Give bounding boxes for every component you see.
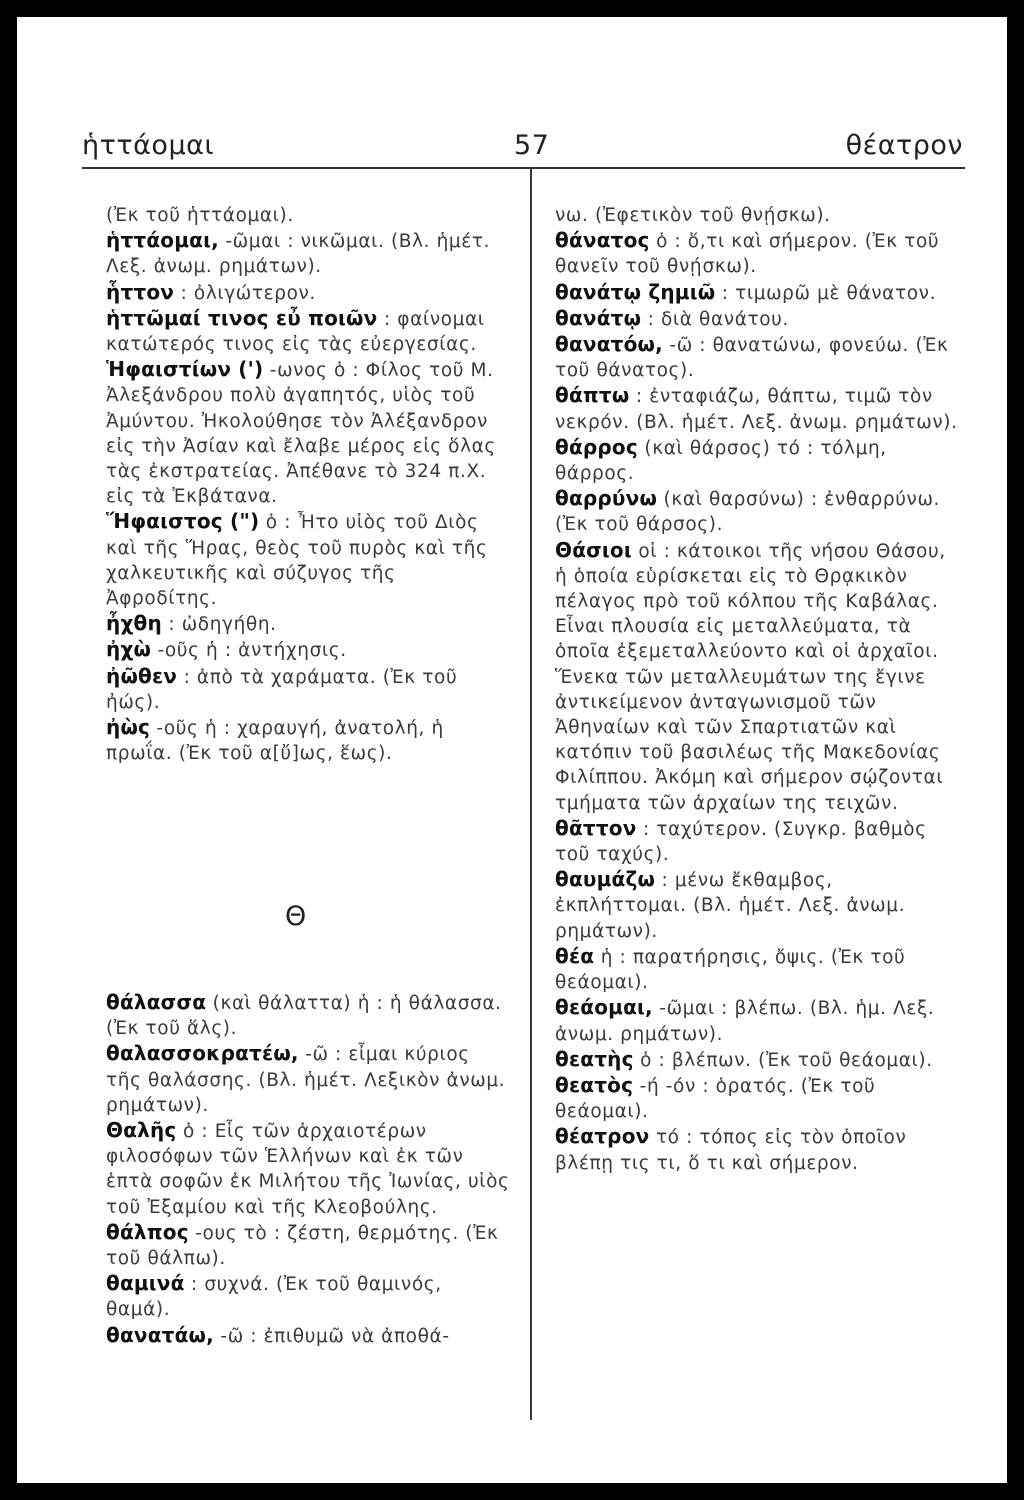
header-right-guideword: θέατρον <box>845 130 963 161</box>
section-letter-theta: Θ <box>285 901 307 932</box>
entry-definition: (καὶ θάλαττα) ἡ : ἡ θάλασσα. (Ἐκ τοῦ ἅλς). <box>106 993 502 1040</box>
entry-headword: ἡττῶμαί τινος εὖ ποιῶν <box>106 305 378 330</box>
dictionary-entry <box>555 228 963 279</box>
entry-definition: : ταχύτερον. (Συγκρ. βαθμὸς τοῦ ταχύς). <box>555 818 927 866</box>
dictionary-entry <box>555 944 963 995</box>
dictionary-entry <box>555 1124 963 1175</box>
dictionary-entry <box>106 990 510 1041</box>
dictionary-entry <box>106 715 510 766</box>
entry-definition: -ῶμαι : βλέπω. (Βλ. ἡμ. Λεξ. ἀνωμ. ρημάτων). <box>555 998 935 1045</box>
entry-definition: οἱ : κάτοικοι τῆς νήσου Θάσου, ἡ ὁποία εὑρίσκεται εἰς τὸ Θρᾳκικὸν πέλαγος πρὸ τοῦ κόλπου τῆς Καβάλας. Εἶναι πλουσία εἰς μεταλλεύματα, τὰ ὁποῖα ἐξεμεταλλεύοντο καὶ οἱ ἀρχαῖοι. Ἕνεκα τῶν μεταλλευμάτων της ἔγινε ἀντικείμενον ἀνταγωνισμοῦ τῶν Ἀθηναίων καὶ τῶν Σπαρτιατῶν καὶ κατόπιν τοῦ βασιλέως τῆς Μακεδονίας Φιλίππου. Ἀκόμη καὶ σήμερον σῴζονται τμήματα τῶν ἀρχαίων της τειχῶν. <box>555 540 946 814</box>
dictionary-page <box>17 17 1007 1483</box>
dictionary-entry <box>555 306 963 332</box>
dictionary-entry <box>555 538 963 816</box>
entry-headword: θεάομαι, <box>555 995 653 1020</box>
dictionary-entry <box>106 357 510 509</box>
entry-definition: ὁ : Ἦτο υἱὸς τοῦ Διὸς καὶ τῆς Ἥρας, θεὸς τοῦ πυρὸς καὶ τῆς χαλκευτικῆς καὶ σύζυγος τῆς Ἀφροδίτης. <box>106 512 488 610</box>
entry-headword: θάνατος <box>555 228 650 253</box>
entry-definition: ὁ : βλέπων. (Ἐκ τοῦ θεάομαι). <box>633 1049 933 1071</box>
entry-headword: Ἥφαιστος (") <box>106 509 260 534</box>
dictionary-entry <box>106 509 510 611</box>
entry-definition: -ῶ : ἐπιθυμῶ νὰ ἀποθά- <box>213 1325 450 1347</box>
dictionary-entry <box>106 1220 510 1271</box>
page-number: 57 <box>514 130 550 161</box>
dictionary-entry <box>106 1041 510 1118</box>
dictionary-entry <box>106 1323 510 1349</box>
entry-definition: -ους τὸ : ζέστη, θερμότης. (Ἐκ τοῦ θάλπω). <box>106 1222 499 1270</box>
dictionary-entry <box>106 203 510 228</box>
right-column <box>555 203 963 1176</box>
entry-headword: θαμινά <box>106 1271 185 1296</box>
entry-definition: τό : τόπος εἰς τὸν ὁποῖον βλέπῃ τις τι, ὅ τι καὶ σήμερον. <box>555 1127 907 1174</box>
dictionary-entry <box>106 280 510 306</box>
dictionary-entry <box>555 1073 963 1124</box>
entry-definition: ἡ : παρατήρησις, ὄψις. (Ἐκ τοῦ θεάομαι). <box>555 946 906 994</box>
entry-headword: θανατάω, <box>106 1322 214 1347</box>
entry-definition: (Ἐκ τοῦ ἡττάομαι). <box>106 205 294 226</box>
entry-definition: ὁ : ὅ,τι καὶ σήμερον. (Ἐκ τοῦ θανεῖν τοῦ θνῄσκω). <box>555 231 940 278</box>
entry-headword: θάρρος <box>555 434 638 459</box>
entry-headword: ἠχὼ <box>106 637 152 662</box>
entry-definition: : μένω ἔκθαμβος, ἐκπλήττομαι. (Βλ. ἡμέτ. Λεξ. ἀνωμ. ρημάτων). <box>555 870 906 942</box>
dictionary-entry <box>106 228 510 279</box>
entry-headword: Θάσιοι <box>555 537 632 562</box>
dictionary-entry <box>555 280 963 306</box>
dictionary-entry <box>106 306 510 357</box>
dictionary-entry <box>106 611 510 637</box>
entry-headword: θᾶττον <box>555 815 637 840</box>
entry-definition: : ὠδηγήθη. <box>161 614 277 636</box>
dictionary-entry <box>555 486 963 537</box>
entry-definition: ὁ : Εἷς τῶν ἀρχαιοτέρων φιλοσόφων τῶν Ἑλλήνων καὶ ἐκ τῶν ἑπτὰ σοφῶν ἐκ Μιλήτου τῆς Ἰωνίας, υἱὸς τοῦ Ἐξαμίου καὶ τῆς Κλεοβούλης. <box>106 1121 510 1218</box>
entry-headword: θαρρύνω <box>555 486 658 511</box>
entry-definition: -ή -όν : ὁρατός. (Ἐκ τοῦ θεάομαι). <box>555 1075 876 1123</box>
entry-definition: -οῦς ἡ : χαραυγή, ἀνατολή, ἡ πρωΐα. (Ἐκ τοῦ α[ὔ]ως, ἕως). <box>106 718 444 765</box>
left-column <box>106 203 510 766</box>
entry-headword: ἧττον <box>106 279 175 304</box>
dictionary-entry <box>106 1271 510 1322</box>
entry-definition: (καὶ θάρσος) τό : τόλμη, θάρρος. <box>555 437 887 485</box>
entry-definition: -οῦς ἡ : ἀντήχησις. <box>151 640 347 662</box>
entry-headword: ἠῶθεν <box>106 663 178 688</box>
entry-headword: θεατὸς <box>555 1072 634 1097</box>
entry-headword: θάπτω <box>555 383 630 408</box>
header-left-guideword: ἡττάομαι <box>82 130 215 161</box>
entry-headword: ἠὼς <box>106 715 151 740</box>
left-column-theta-section <box>106 990 510 1349</box>
dictionary-entry <box>555 995 963 1046</box>
entry-headword: θέατρον <box>555 1124 650 1149</box>
dictionary-entry <box>555 383 963 434</box>
page-header <box>82 112 965 169</box>
entry-definition: (καὶ θαρσύνω) : ἐνθαρρύνω. (Ἐκ τοῦ θάρσος). <box>555 489 941 536</box>
entry-headword: θαυμάζω <box>555 867 656 892</box>
entry-headword: θανάτῳ ζημιῶ <box>555 279 716 304</box>
dictionary-entry <box>555 816 963 867</box>
entry-headword: Θαλῆς <box>106 1118 177 1143</box>
entry-headword: θεατὴς <box>555 1046 634 1071</box>
entry-definition: : φαίνομαι κατώτερός τινος εἰς τὰς εὐεργεσίας. <box>106 308 485 356</box>
entry-definition: : ὀλιγώτερον. <box>174 282 316 304</box>
entry-headword: ἦχθη <box>106 611 162 636</box>
dictionary-entry <box>555 332 963 383</box>
column-divider <box>530 167 532 1420</box>
dictionary-entry <box>555 867 963 944</box>
entry-headword: Ἡφαιστίων (') <box>106 357 264 382</box>
entry-headword: θάλπος <box>106 1219 189 1244</box>
dictionary-entry <box>106 1118 510 1220</box>
dictionary-entry <box>555 1047 963 1073</box>
entry-definition: : ἐνταφιάζω, θάπτω, τιμῶ τὸν νεκρόν. (Βλ. ἡμέτ. Λεξ. ἀνωμ. ρημάτων). <box>555 386 958 433</box>
entry-definition: -ῶ : εἶμαι κύριος τῆς θαλάσσης. (Βλ. ἡμέτ. Λεξικὸν ἀνωμ. ρημάτων). <box>106 1044 506 1116</box>
entry-headword: ἡττάομαι, <box>106 228 219 253</box>
entry-headword: θέα <box>555 943 595 968</box>
dictionary-entry <box>106 637 510 663</box>
dictionary-entry <box>106 664 510 715</box>
entry-definition: : συχνά. (Ἐκ τοῦ θαμινός, θαμά). <box>106 1274 442 1321</box>
entry-headword: θαλασσοκρατέω, <box>106 1041 299 1066</box>
entry-definition: -ῶμαι : νικῶμαι. (Βλ. ἡμέτ. Λεξ. ἀνωμ. ρημάτων). <box>106 231 491 278</box>
entry-definition: : ἀπὸ τὰ χαράματα. (Ἐκ τοῦ ἠώς). <box>106 666 458 713</box>
dictionary-entry <box>555 203 963 228</box>
dictionary-entry <box>555 435 963 486</box>
entry-definition: -ῶ : θανατώνω, φονεύω. (Ἐκ τοῦ θάνατος). <box>555 335 949 382</box>
entry-definition: : τιμωρῶ μὲ θάνατον. <box>715 282 937 304</box>
entry-definition: νω. (Ἐφετικὸν τοῦ θνῄσκω). <box>555 205 831 226</box>
entry-headword: θανατόω, <box>555 332 663 357</box>
entry-headword: θανάτῳ <box>555 305 642 330</box>
entry-headword: θάλασσα <box>106 990 207 1014</box>
entry-definition: -ωνος ὁ : Φίλος τοῦ Μ. Ἀλεξάνδρου πολὺ ἀγαπητός, υἱὸς τοῦ Ἀμύντου. Ἠκολούθησε τὸν Ἀλέξανδρον εἰς τὴν Ἀσίαν καὶ ἔλαβε μέρος εἰς ὅλας τὰς ἐκστρατείας. Ἀπέθανε τὸ 324 π.Χ. εἰς τὰ Ἐκβάτανα. <box>106 360 496 508</box>
entry-definition: : διὰ θανάτου. <box>641 308 789 330</box>
